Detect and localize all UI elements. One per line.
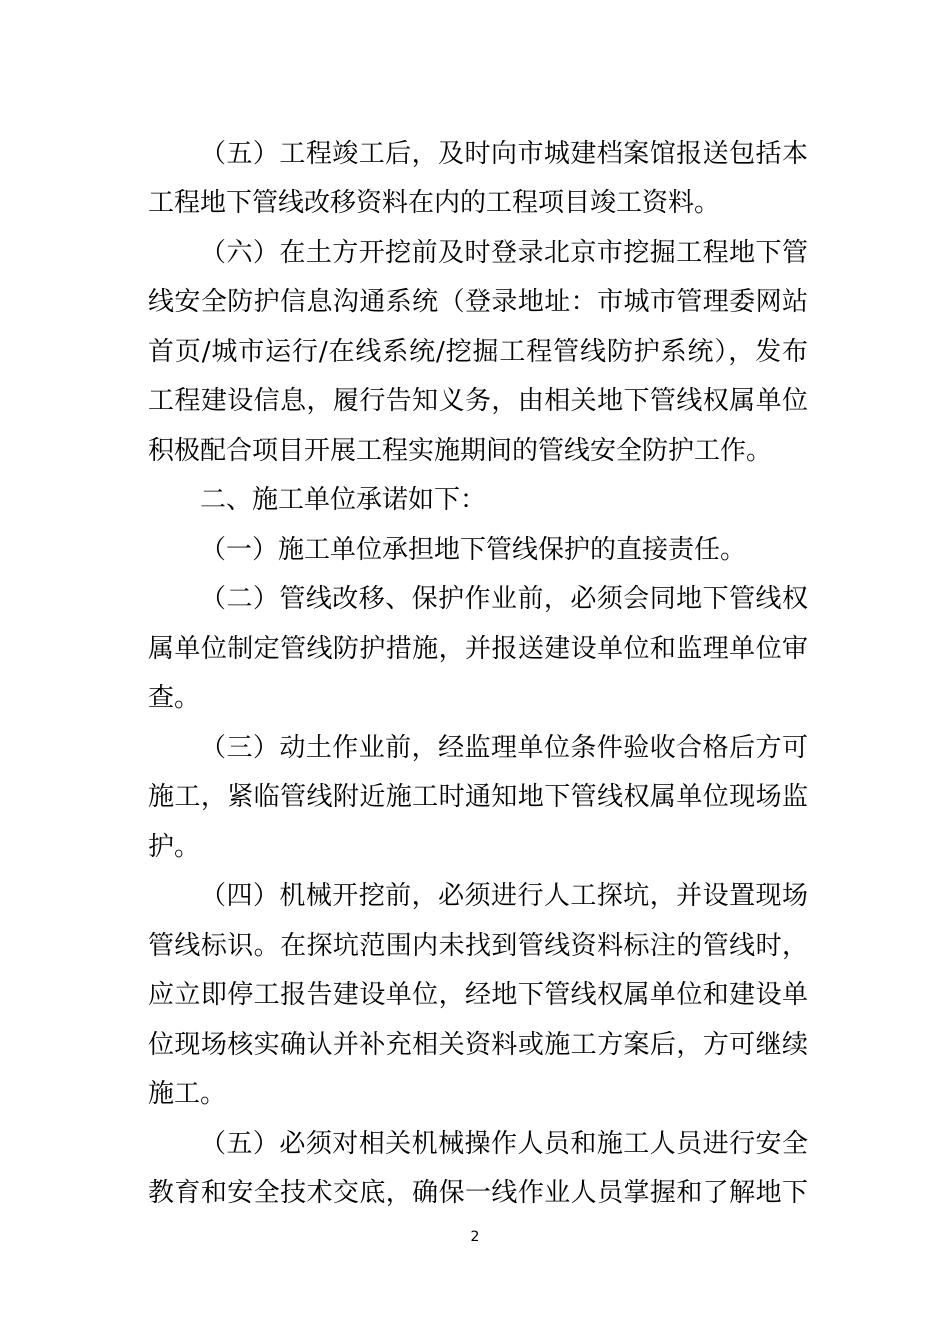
page-number: 2 bbox=[470, 1229, 480, 1245]
text-line: （二）管线改移、保护作业前，必须会同地下管线权 bbox=[200, 584, 808, 614]
text-line: （五）必须对相关机械操作人员和施工人员进行安全 bbox=[200, 1129, 808, 1159]
text-line: （六）在土方开挖前及时登录北京市挖掘工程地下管 bbox=[200, 238, 808, 268]
text-line: （四）机械开挖前，必须进行人工探坑，并设置现场 bbox=[200, 881, 808, 911]
text-line: 积极配合项目开展工程实施期间的管线安全防护工作。 bbox=[148, 436, 773, 466]
text-line: （三）动土作业前，经监理单位条件验收合格后方可 bbox=[200, 733, 808, 763]
text-line: 教育和安全技术交底，确保一线作业人员掌握和了解地下 bbox=[148, 1178, 808, 1208]
text-line: 工程建设信息，履行告知义务，由相关地下管线权属单位 bbox=[148, 386, 808, 416]
text-line: 属单位制定管线防护措施，并报送建设单位和监理单位审 bbox=[148, 634, 808, 664]
text-line: 查。 bbox=[148, 683, 201, 713]
text-line: （一）施工单位承担地下管线保护的直接责任。 bbox=[200, 535, 747, 565]
text-line: 管线标识。在探坑范围内未找到管线资料标注的管线时， bbox=[148, 931, 808, 961]
text-line: 工程地下管线改移资料在内的工程项目竣工资料。 bbox=[148, 188, 721, 218]
text-line: 施工，紧临管线附近施工时通知地下管线权属单位现场监 bbox=[148, 782, 808, 812]
text-line: 应立即停工报告建设单位，经地下管线权属单位和建设单 bbox=[148, 980, 808, 1010]
text-line: 线安全防护信息沟通系统（登录地址：市城市管理委网站 bbox=[148, 287, 808, 317]
text-line: 施工。 bbox=[148, 1079, 227, 1109]
text-line: 护。 bbox=[148, 832, 201, 862]
section-heading: 二、施工单位承诺如下： bbox=[200, 485, 487, 515]
text-line: 首页/城市运行/在线系统/挖掘工程管线防护系统），发布 bbox=[148, 337, 808, 367]
text-line: 位现场核实确认并补充相关资料或施工方案后，方可继续 bbox=[148, 1030, 808, 1060]
text-line: （五）工程竣工后，及时向市城建档案馆报送包括本 bbox=[200, 139, 808, 169]
